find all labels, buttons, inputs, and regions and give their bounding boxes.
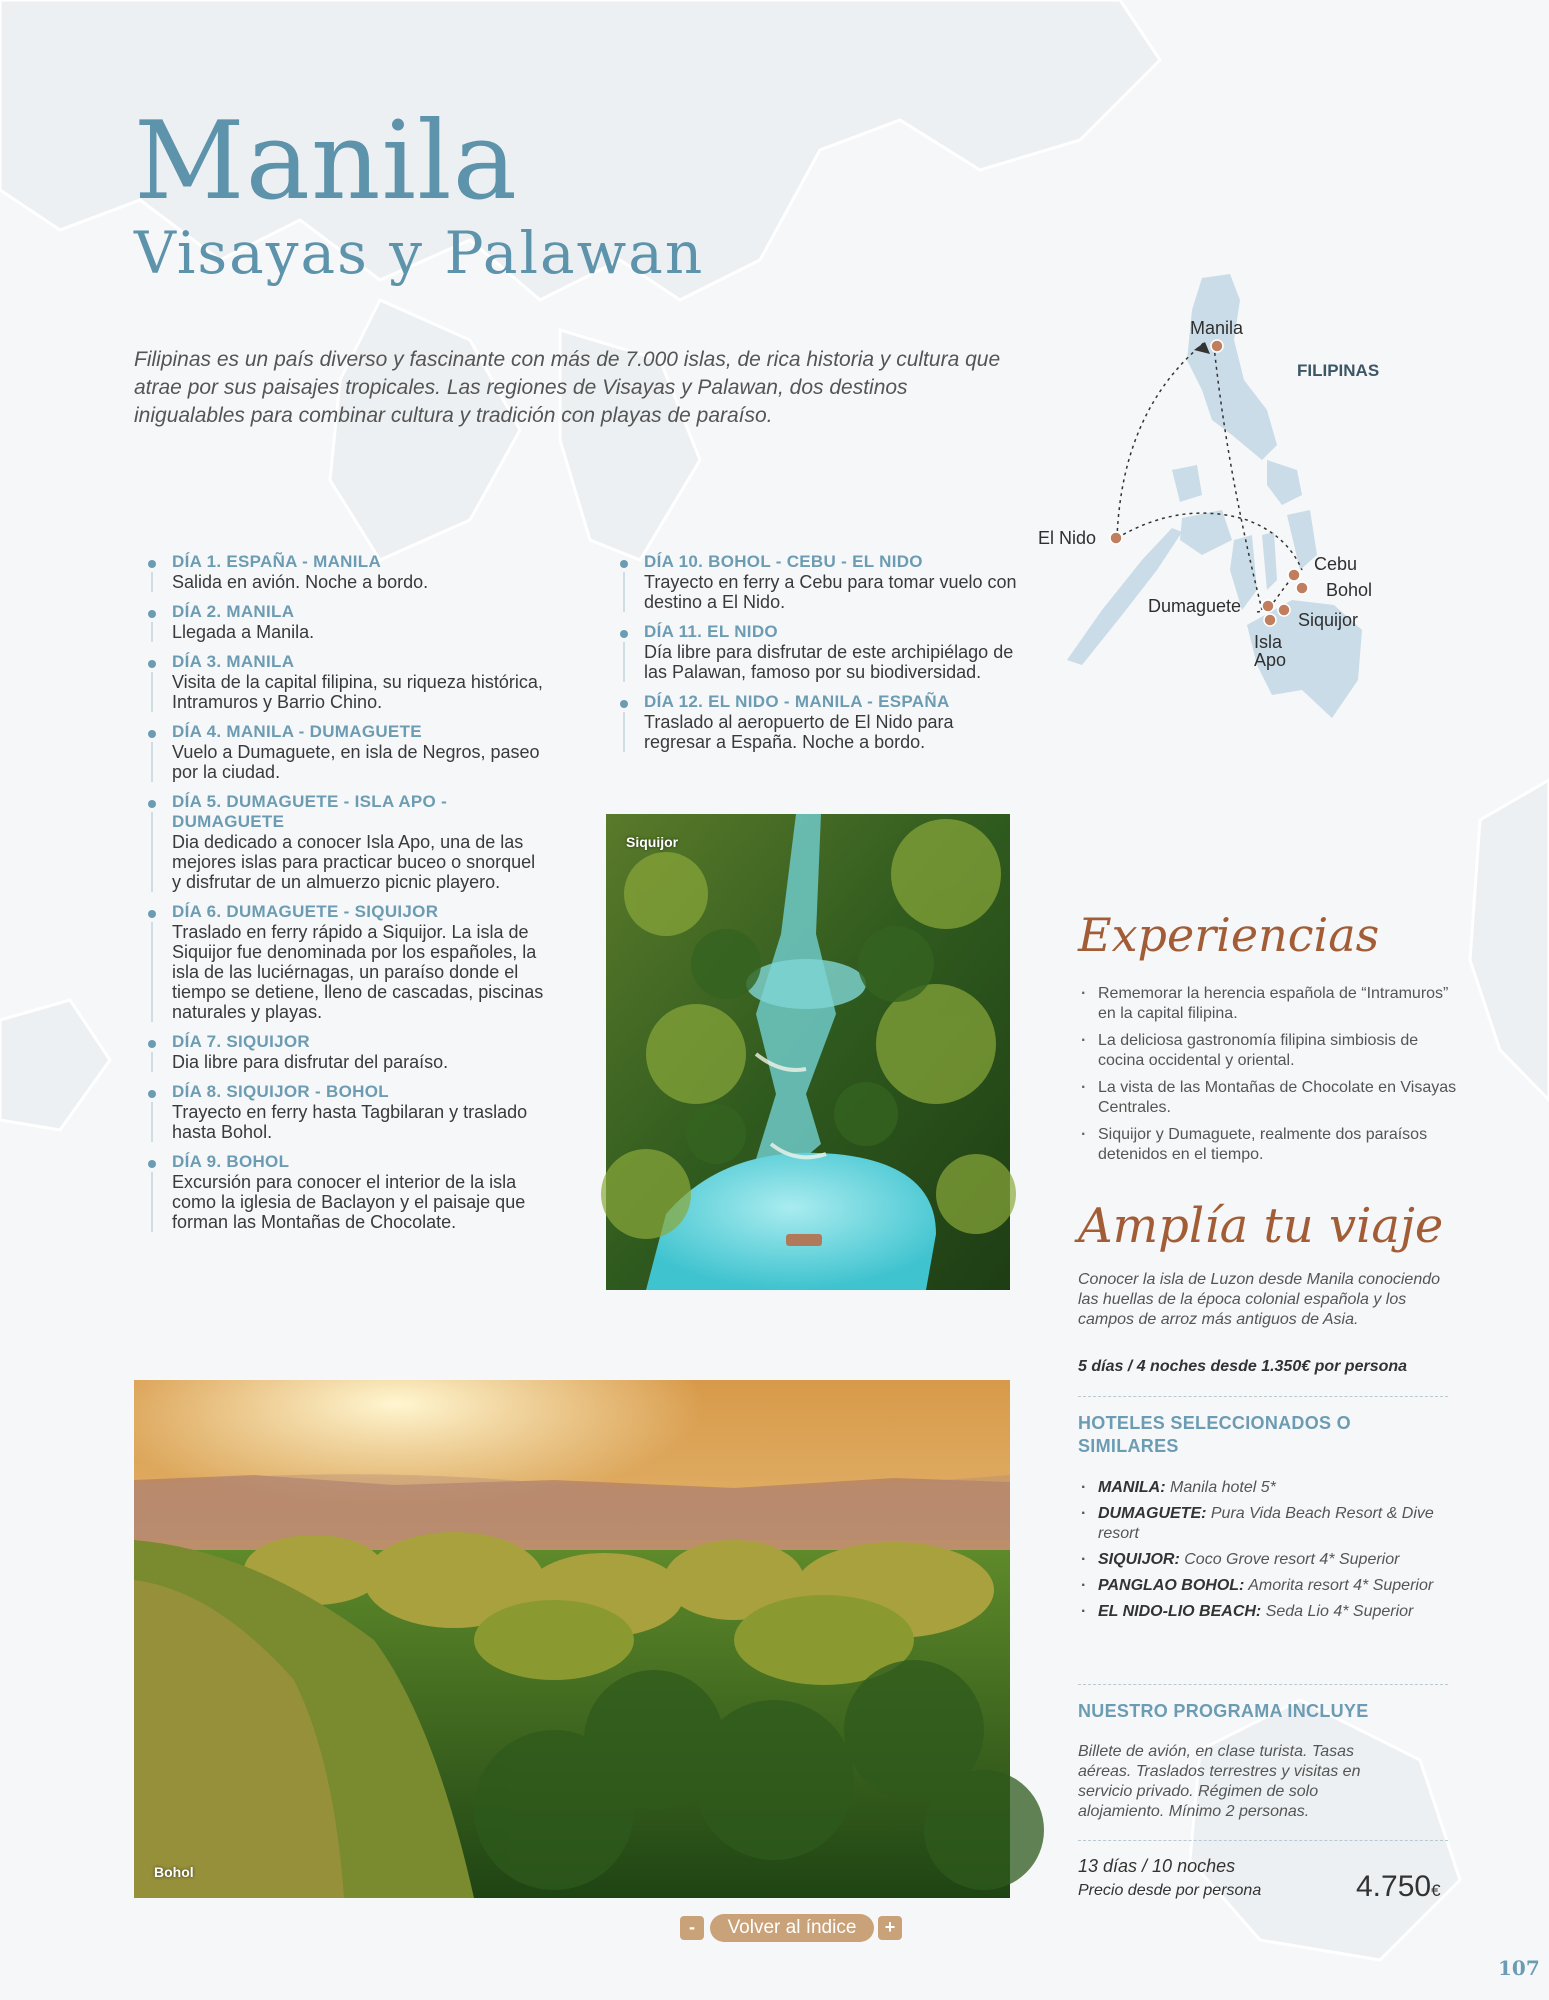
itinerary-day [610,692,1020,752]
day-title: DÍA 11. EL NIDO [644,622,778,641]
experiencia-item: · La vista de las Montañas de Chocolate en Visayas Centrales. [1078,1078,1458,1118]
siquijor-photo [606,814,1010,1290]
hotel-item [1078,1504,1448,1544]
day-title: DÍA 4. MANILA - DUMAGUETE [172,722,422,741]
day-title: DÍA 5. DUMAGUETE - ISLA APO - DUMAGUETE [172,792,448,831]
amplia-description: Conocer la isla de Luzon desde Manila conociendo las huellas de la época colonial española y los campos de arroz más antiguos de Asia. [1078,1271,1441,1328]
itinerary-day [138,552,548,592]
price-amount [1356,1870,1441,1904]
day-text: Llegada a Manila. [172,622,315,642]
philippines-route-map [1038,270,1442,750]
day-text: Traslado en ferry rápido a Siquijor. La isla de Siquijor fue denominada por los españoles, la isla de las luciérnagas, un paraíso donde el tiempo se detiene, lleno de cascadas, piscinas naturales y playas. [172,922,544,1022]
hotel-place: SIQUIJOR: [1098,1551,1180,1568]
el-nido-marker [1110,532,1122,544]
experiencias-heading: Experiencias [1078,908,1380,962]
itinerary-day [138,652,548,712]
experiencia-item: · La deliciosa gastronomía filipina simbiosis de cocina occidental y oriental. [1078,1031,1458,1071]
route-elnido-manila [1117,342,1205,538]
amplia-heading: Amplía tu viaje [1078,1198,1444,1254]
itinerary-day [138,1152,548,1232]
hotel-name: Pura Vida Beach Resort & Dive resort [1098,1505,1434,1542]
itinerary-day [138,792,548,892]
hotel-name: Seda Lio 4* Superior [1261,1603,1414,1620]
hotel-name: Manila hotel 5* [1165,1479,1276,1496]
hotel-name: Amorita resort 4* Superior [1244,1577,1434,1594]
map-label-manila: Manila [1190,318,1244,338]
hotel-item [1078,1576,1448,1596]
hoteles-list [1078,1478,1448,1628]
trip-duration: 13 días / 10 noches [1078,1856,1236,1876]
map-label-siquijor: Siquijor [1298,610,1359,630]
panay-island [1180,510,1232,555]
next-page-button[interactable]: + [878,1916,902,1940]
bohol-marker [1296,582,1308,594]
siquijor-illustration [606,814,1010,1290]
itinerary-left-column [138,552,548,1242]
day-title: DÍA 8. SIQUIJOR - BOHOL [172,1082,389,1101]
day-text: Día libre para disfrutar de este archipiélago de las Palawan, famoso por su biodiversidad. [644,642,1014,682]
incluye-heading: NUESTRO PROGRAMA INCLUYE [1078,1701,1369,1721]
day-title: DÍA 12. EL NIDO - MANILA - ESPAÑA [644,692,950,711]
itinerary-day [138,1032,548,1072]
price-from-label: Precio desde por persona [1078,1882,1262,1899]
day-title: DÍA 6. DUMAGUETE - SIQUIJOR [172,902,439,921]
day-text: Trayecto en ferry a Cebu para tomar vuelo con destino a El Nido. [644,572,1017,612]
intro-paragraph: Filipinas es un país diverso y fascinante con más de 7.000 islas, de rica historia y cultura que atrae por sus paisajes tropicales. Las regiones de Visayas y Palawan, dos destinos inigualables para combinar cultura y tradición con playas de paraíso. [134,348,1001,427]
day-title: DÍA 7. SIQUIJOR [172,1032,311,1051]
prev-page-button[interactable]: - [680,1916,704,1940]
siquijor-marker [1278,604,1290,616]
day-title: DÍA 9. BOHOL [172,1152,290,1171]
day-text: Vuelo a Dumaguete, en isla de Negros, paseo por la ciudad. [172,742,540,782]
hoteles-heading: HOTELES SELECCIONADOS O SIMILARES [1078,1413,1351,1456]
isla-apo-marker [1264,614,1276,626]
day-title: DÍA 3. MANILA [172,652,295,671]
itinerary-day [610,622,1020,682]
divider [1078,1840,1448,1841]
day-text: Salida en avión. Noche a bordo. [172,572,429,592]
divider [1078,1684,1448,1685]
map-label-el-nido: El Nido [1038,528,1097,548]
page-number: 107 [1498,1956,1540,1980]
day-text: Dia libre para disfrutar del paraíso. [172,1052,449,1072]
leyte-island [1287,510,1317,570]
hotel-item [1078,1550,1448,1570]
day-text: Trayecto en ferry hasta Tagbilaran y traslado hasta Bohol. [172,1102,528,1142]
itinerary-day [138,902,548,1022]
map-label-dumaguete: Dumaguete [1148,596,1242,616]
map-label-cebu: Cebu [1314,554,1358,574]
divider [1078,1396,1448,1397]
map-label-isla: Isla [1254,632,1283,652]
cebu-island [1262,532,1277,590]
page-subtitle: Visayas y Palawan [134,219,705,287]
experiencia-item: · Siquijor y Dumaguete, realmente dos paraísos detenidos en el tiempo. [1078,1125,1458,1165]
bohol-photo-label: Bohol [154,1864,194,1880]
dumaguete-marker [1262,600,1274,612]
itinerary-right-column [610,552,1020,762]
manila-marker [1211,340,1223,352]
day-text: Traslado al aeropuerto de El Nido para regresar a España. Noche a bordo. [644,712,954,752]
day-title: DÍA 2. MANILA [172,602,295,621]
hotel-place: MANILA: [1098,1479,1166,1496]
cebu-marker [1288,569,1300,581]
siquijor-photo-label: Siquijor [626,834,679,850]
amplia-price: 5 días / 4 noches desde 1.350€ por persona [1078,1358,1408,1375]
samar-island [1267,460,1302,505]
mindoro-island [1172,465,1202,502]
day-text: Visita de la capital filipina, su riqueza histórica, Intramuros y Barrio Chino. [172,672,543,712]
experiencias-list [1078,984,1458,1172]
incluye-description: Billete de avión, en clase turista. Tasas aéreas. Traslados terrestres y visitas en servicio privado. Régimen de solo alojamiento. Mínimo 2 personas. [1078,1743,1361,1820]
map-label-apo: Apo [1254,650,1287,670]
itinerary-day [138,1082,548,1142]
bohol-photo [134,1380,1010,1898]
price-currency: € [1431,1881,1441,1900]
itinerary-day [138,722,548,782]
hotel-name: Coco Grove resort 4* Superior [1179,1551,1400,1568]
day-title: DÍA 1. ESPAÑA - MANILA [172,552,382,571]
day-text: Dia dedicado a conocer Isla Apo, una de las mejores islas para practicar buceo o snorquel y disfrutar de un almuerzo picnic playero. [172,832,536,892]
bohol-illustration [134,1380,1010,1898]
hotel-item [1078,1478,1448,1498]
day-text: Excursión para conocer el interior de la isla como la iglesia de Baclayon y el paisaje que forman las Montañas de Chocolate. [172,1172,526,1232]
itinerary-day [138,602,548,642]
hotel-place: DUMAGUETE: [1098,1505,1207,1522]
hotel-place: PANGLAO BOHOL: [1098,1577,1245,1594]
price-value: 4.750 [1356,1870,1432,1903]
experiencia-item: · Rememorar la herencia española de “Intramuros” en la capital filipina. [1078,984,1458,1024]
back-to-index-button[interactable]: Volver al índice [710,1914,874,1942]
day-title: DÍA 10. BOHOL - CEBU - EL NIDO [644,552,923,571]
map-label-country: FILIPINAS [1297,361,1380,380]
map-label-bohol: Bohol [1326,580,1373,600]
hotel-place: EL NIDO-LIO BEACH: [1098,1603,1262,1620]
luzon-island [1187,274,1277,460]
page-title: Manila [134,99,518,224]
hotel-item [1078,1602,1448,1622]
itinerary-day [610,552,1020,612]
